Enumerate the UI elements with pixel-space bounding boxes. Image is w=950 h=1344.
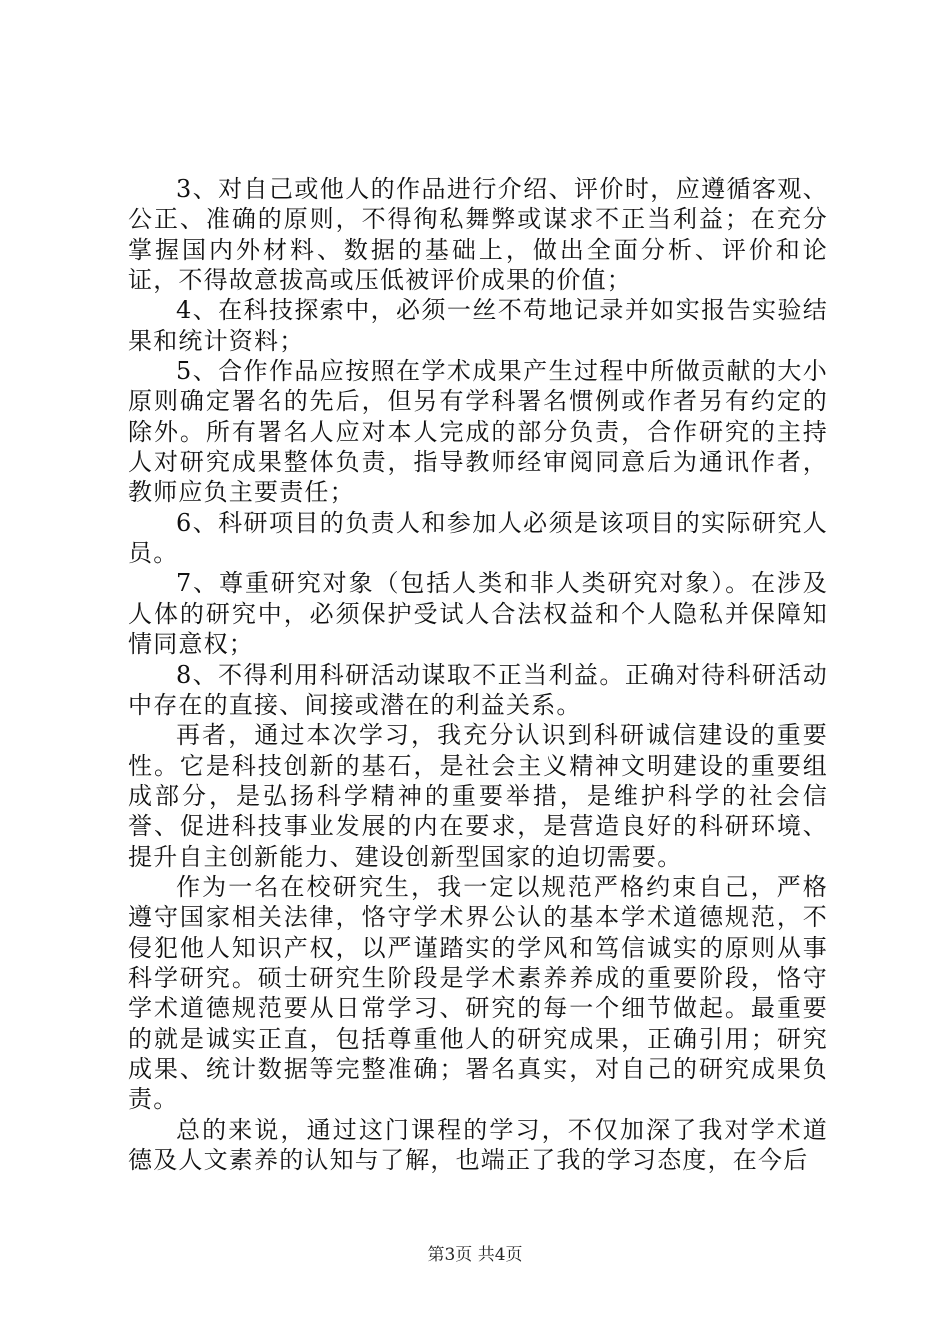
paragraph-graduate-commitment: 作为一名在校研究生，我一定以规范严格约束自己，严格遵守国家相关法律，恪守学术界公认的基本学术道德规范，不侵犯他人知识产权，以严谨踏实的学风和笃信诚实的原则从事科学研究。硕士研究生阶段是学术素养养成的重要阶段，恪守学术道德规范要从日常学习、研究的每一个细节做起。最重要的就是诚实正直，包括尊重他人的研究成果，正确引用；研究成果、统计数据等完整准确；署名真实，对自己的研究成果负责。 [128, 872, 828, 1114]
page-number-footer: 第3页 共4页 [427, 1245, 523, 1265]
paragraph-item-6: 6、科研项目的负责人和参加人必须是该项目的实际研究人员。 [128, 508, 828, 568]
paragraph-research-integrity: 再者，通过本次学习，我充分认识到科研诚信建设的重要性。它是科技创新的基石，是社会主义精神文明建设的重要组成部分，是弘扬科学精神的重要举措，是维护科学的社会信誉、促进科技事业发展的内在要求，是营造良好的科研环境、提升自主创新能力、建设创新型国家的迫切需要。 [128, 721, 828, 871]
paragraph-item-4: 4、在科技探索中，必须一丝不苟地记录并如实报告实验结果和统计资料； [128, 296, 828, 355]
paragraph-item-5: 5、合作作品应按照在学术成果产生过程中所做贡献的大小原则确定署名的先后，但另有学科署名惯例或作者另有约定的除外。所有署名人应对本人完成的部分负责，合作研究的主持人对研究成果整体负责，指导教师经审阅同意后为通讯作者，教师应负主要责任； [128, 357, 828, 507]
paragraph-item-3: 3、对自己或他人的作品进行介绍、评价时，应遵循客观、公正、准确的原则，不得徇私舞弊或谋求不正当利益；在充分掌握国内外材料、数据的基础上，做出全面分析、评价和论证，不得故意拔高或压低被评价成果的价值； [128, 175, 828, 295]
paragraph-summary: 总的来说，通过这门课程的学习，不仅加深了我对学术道德及人文素养的认知与了解，也端正了我的学习态度，在今后 [128, 1115, 828, 1174]
paragraph-item-7: 7、尊重研究对象（包括人类和非人类研究对象）。在涉及人体的研究中，必须保护受试人合法权益和个人隐私并保障知情同意权； [128, 569, 828, 659]
paragraph-item-8: 8、不得利用科研活动谋取不正当利益。正确对待科研活动中存在的直接、间接或潜在的利益关系。 [128, 660, 828, 719]
document-body [128, 174, 828, 1175]
